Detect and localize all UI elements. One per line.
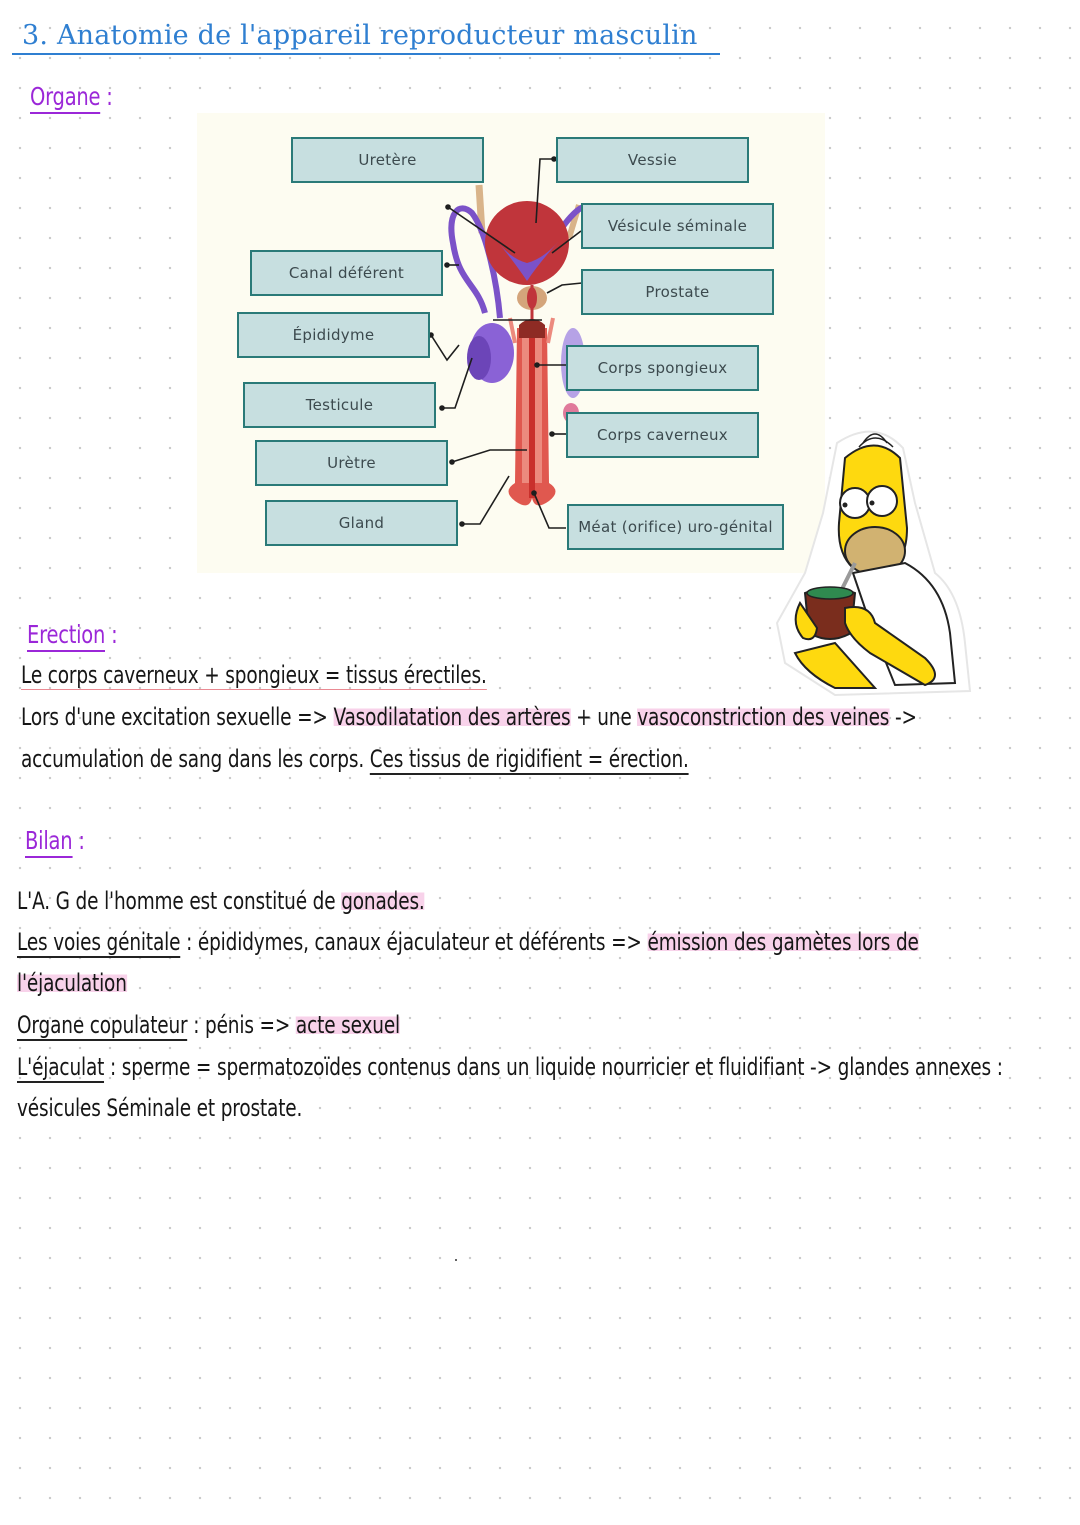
label-vesicule-seminale: Vésicule séminale: [581, 203, 774, 249]
page-title: 3. Anatomie de l'appareil reproducteur masculin: [22, 20, 698, 51]
bilan-line-3: [17, 968, 127, 998]
label-testicule: Testicule: [243, 382, 436, 428]
highlight-acte-sexuel: acte sexuel: [295, 1011, 401, 1039]
bilan-line-2: [17, 927, 919, 957]
underlined-voies-genitales: Les voies génitale: [17, 928, 181, 956]
highlight-ejaculation: l'éjaculation: [17, 969, 127, 997]
text: vésicules Séminale et prostate.: [17, 1094, 303, 1122]
heading-organe-text: Organe: [30, 82, 100, 114]
label-epididyme: Épididyme: [237, 312, 430, 358]
highlight-vasoconstriction: vasoconstriction des veines: [637, 703, 890, 731]
erection-line-3: [21, 744, 689, 774]
label-corps-spongieux: Corps spongieux: [566, 345, 759, 391]
anatomy-diagram: [197, 113, 825, 573]
underlined-ejaculat: L'éjaculat: [17, 1053, 105, 1081]
erection-line-1: [21, 660, 487, 690]
heading-colon: :: [105, 620, 118, 649]
label-uretere: Uretère: [291, 137, 484, 183]
text: : pénis =>: [187, 1011, 296, 1039]
bilan-line-6: [17, 1093, 302, 1123]
label-gland: Gland: [265, 500, 458, 546]
label-uretre: Urètre: [255, 440, 448, 486]
label-meat-uro-genital: Méat (orifice) uro-génital: [567, 504, 784, 550]
heading-colon: :: [100, 82, 113, 111]
heading-organe: [30, 82, 113, 111]
highlight-gonades: gonades.: [341, 887, 425, 915]
heading-bilan-text: Bilan: [25, 826, 72, 858]
label-vessie: Vessie: [556, 137, 749, 183]
label-corps-caverneux: Corps caverneux: [566, 412, 759, 458]
underlined-rigidify: Ces tissus de rigidifient = érection.: [369, 745, 689, 773]
highlight-vasodilatation: Vasodilatation des artères: [333, 703, 571, 731]
bilan-line-4: [17, 1010, 400, 1040]
text: : sperme = spermatozoïdes contenus dans un liquide nourricier et fluidifiant -> glandes annexes :: [104, 1053, 1003, 1081]
heading-bilan: [25, 826, 85, 855]
heading-erection-text: Erection: [27, 620, 105, 652]
text: L'A. G de l'homme est constitué de: [17, 887, 342, 915]
text: : épididymes, canaux éjaculateur et déférents =>: [180, 928, 648, 956]
label-canal-deferent: Canal déférent: [250, 250, 443, 296]
label-prostate: Prostate: [581, 269, 774, 315]
stray-ink-dot: [455, 1259, 457, 1261]
heading-colon: :: [72, 826, 85, 855]
title-underline: [12, 53, 720, 55]
erectile-tissue-definition: Le corps caverneux + spongieux = tissus érectiles.: [21, 661, 487, 689]
bilan-line-5: [17, 1052, 1003, 1082]
homer-sticker-image: [775, 423, 975, 698]
text: + une: [570, 703, 638, 731]
text: ->: [889, 703, 917, 731]
highlight-emission-gametes: émission des gamètes lors de: [647, 928, 919, 956]
text: accumulation de sang dans les corps.: [21, 745, 370, 773]
underlined-organe-copulateur: Organe copulateur: [17, 1011, 188, 1039]
text: Lors d'une excitation sexuelle =>: [21, 703, 334, 731]
erection-line-2: [21, 702, 917, 732]
heading-erection: [27, 620, 117, 649]
bilan-line-1: [17, 886, 425, 916]
